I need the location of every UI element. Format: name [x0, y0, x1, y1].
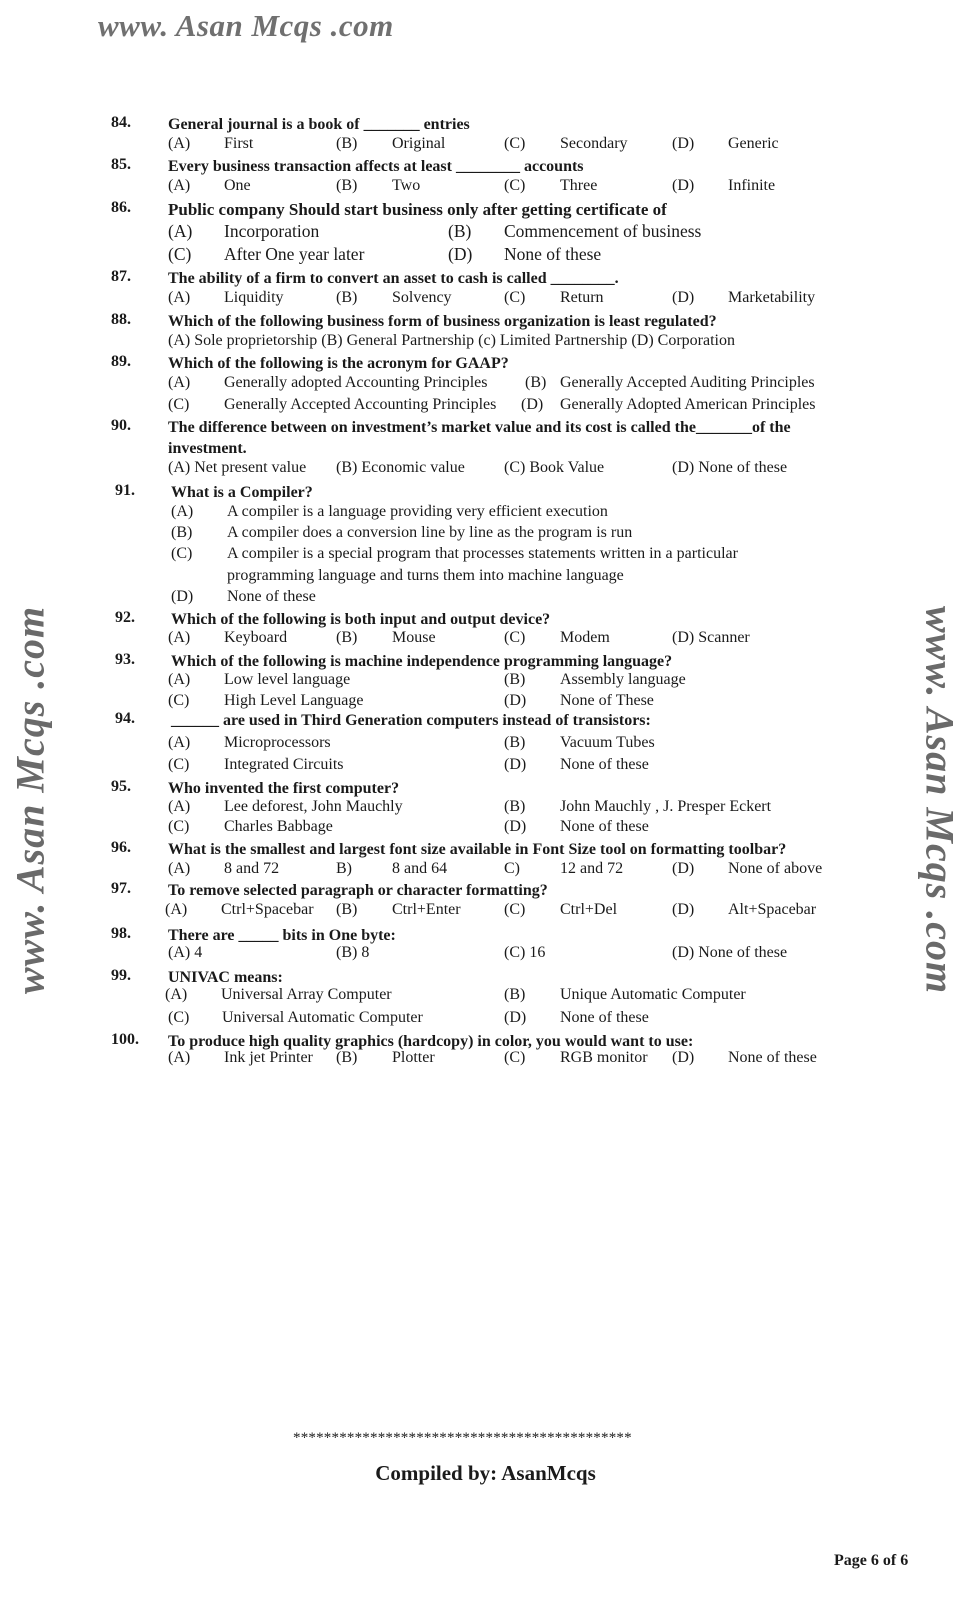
- options-row: [0, 244, 971, 265]
- option-label: (B): [525, 374, 547, 391]
- option-text: Three: [560, 177, 598, 194]
- option-label: (B): [504, 671, 526, 688]
- option-text: Two: [392, 177, 421, 194]
- option-label: B): [336, 860, 352, 877]
- option-row: [0, 588, 971, 609]
- option-text: Mouse: [392, 629, 436, 646]
- option-text: Ctrl+Del: [560, 901, 618, 918]
- option-text: (C) Book Value: [504, 459, 605, 476]
- question-text: What is the smallest and largest font size available in Font Size tool on formatting toolbar?: [168, 841, 787, 858]
- options-row: [0, 671, 971, 692]
- question-number: 100.: [111, 1031, 139, 1048]
- option-text: After One year later: [224, 244, 365, 264]
- option-label: (C): [168, 756, 190, 773]
- option-text: Lee deforest, John Mauchly: [224, 798, 403, 815]
- option-label: (B): [504, 986, 526, 1003]
- option-text: 8 and 72: [224, 860, 280, 877]
- option-label: (B): [504, 734, 526, 751]
- option-text: Infinite: [728, 177, 776, 194]
- option-text: Universal Array Computer: [221, 986, 392, 1003]
- option-label: (A): [171, 503, 194, 520]
- option-label: (D): [521, 396, 544, 413]
- option-text: None of these: [560, 756, 649, 773]
- question-text: The ability of a firm to convert an asset to cash is called ________.: [168, 270, 619, 287]
- options-row: [0, 396, 971, 417]
- option-text: (A) 4: [168, 944, 203, 961]
- question-number: 95.: [111, 778, 131, 795]
- option-text: Generally Accepted Accounting Principles: [224, 396, 497, 413]
- option-text: Solvency: [392, 289, 452, 306]
- option-label: (D): [504, 692, 527, 709]
- option-label: (C): [504, 135, 526, 152]
- option-row: [0, 545, 971, 566]
- option-text: Liquidity: [224, 289, 284, 306]
- option-label: (D): [672, 289, 695, 306]
- option-label: (A): [168, 135, 191, 152]
- option-label: (A): [168, 629, 191, 646]
- option-text: Plotter: [392, 1049, 435, 1066]
- option-text: None of these: [560, 1009, 649, 1026]
- option-text: Assembly language: [560, 671, 686, 688]
- question-text: ______ are used in Third Generation computers instead of transistors:: [171, 712, 651, 729]
- option-text: (D) Scanner: [672, 629, 750, 646]
- option-label: (D): [672, 177, 695, 194]
- option-row: [0, 524, 971, 545]
- option-label: (D): [672, 135, 695, 152]
- option-text: Original: [392, 135, 446, 152]
- options-row: [0, 374, 971, 395]
- option-text: Ctrl+Enter: [392, 901, 461, 918]
- option-label: (B): [336, 1049, 358, 1066]
- option-text: Charles Babbage: [224, 818, 333, 835]
- question-text: The difference between on investment’s market value and its cost is called the_______of the investment.: [168, 419, 791, 457]
- options-row: [0, 734, 971, 755]
- option-label: (A): [168, 1049, 191, 1066]
- option-label: (B): [448, 221, 472, 241]
- option-label: (B): [336, 289, 358, 306]
- options-row: [0, 860, 971, 881]
- options-row: [0, 289, 971, 310]
- option-text: Alt+Spacebar: [728, 901, 817, 918]
- question-number: 93.: [115, 651, 135, 668]
- option-text: A compiler is a special program that processes statements written in a particular: [227, 545, 738, 562]
- option-label: C): [504, 860, 520, 877]
- option-text: Generic: [728, 135, 779, 152]
- watermark-top: www. Asan Mcqs .com: [98, 8, 394, 43]
- watermark-right: www. Asan Mcqs .com: [917, 605, 963, 995]
- option-text: Return: [560, 289, 604, 306]
- option-text: (D) None of these: [672, 944, 788, 961]
- options-row: [0, 459, 971, 480]
- option-text: A compiler does a conversion line by line as the program is run: [227, 524, 633, 541]
- question-text: UNIVAC means:: [168, 969, 283, 986]
- question-text: General journal is a book of _______ entries: [168, 116, 470, 133]
- option-label: (A): [168, 177, 191, 194]
- option-text: None of these: [504, 244, 602, 264]
- question-number: 87.: [111, 268, 131, 285]
- options-row: [0, 944, 971, 965]
- option-label: (C): [504, 289, 526, 306]
- option-text: Generally Adopted American Principles: [560, 396, 816, 413]
- options-row: [0, 986, 971, 1007]
- option-label: (D): [448, 244, 473, 264]
- option-label: (C): [171, 545, 193, 562]
- option-label: (B): [336, 901, 358, 918]
- option-label: (A): [168, 734, 191, 751]
- option-label: (B): [336, 629, 358, 646]
- separator-stars: ********************************************: [293, 1430, 632, 1446]
- question-text: Which of the following is both input and output device?: [171, 611, 551, 628]
- question-number: 88.: [111, 311, 131, 328]
- question-number: 85.: [111, 156, 131, 173]
- question-number: 91.: [115, 482, 135, 499]
- option-label: (D): [672, 1049, 695, 1066]
- option-label: (A): [168, 289, 191, 306]
- option-text: First: [224, 135, 254, 152]
- question-text: What is a Compiler?: [171, 484, 313, 501]
- question-number: 98.: [111, 925, 131, 942]
- option-text: 8 and 64: [392, 860, 448, 877]
- option-text: None of these: [728, 1049, 817, 1066]
- option-label: (B): [504, 798, 526, 815]
- option-label: (C): [504, 1049, 526, 1066]
- option-label: (B): [171, 524, 193, 541]
- option-label: (A): [165, 901, 188, 918]
- option-text: (B) Economic value: [336, 459, 465, 476]
- option-label: (C): [504, 901, 526, 918]
- option-line: (A) Sole proprietorship (B) General Partnership (c) Limited Partnership (D) Corporation: [168, 332, 735, 349]
- option-label: (C): [504, 629, 526, 646]
- option-text: Generally adopted Accounting Principles: [224, 374, 488, 391]
- option-label: (C): [168, 692, 190, 709]
- question-text: Public company Should start business only after getting certificate of: [168, 200, 667, 219]
- options-row: [0, 756, 971, 777]
- option-row: [0, 567, 971, 588]
- option-text: Ink jet Printer: [224, 1049, 313, 1066]
- option-text: Universal Automatic Computer: [222, 1009, 423, 1026]
- option-text: Low level language: [224, 671, 351, 688]
- option-label: (A): [168, 374, 191, 391]
- option-text: Unique Automatic Computer: [560, 986, 746, 1003]
- option-label: (D): [504, 756, 527, 773]
- question-text: Which of the following is the acronym for GAAP?: [168, 355, 509, 372]
- option-text: A compiler is a language providing very efficient execution: [227, 503, 608, 520]
- option-text: John Mauchly , J. Presper Eckert: [560, 798, 772, 815]
- question-number: 92.: [115, 609, 135, 626]
- options-row: [0, 1009, 971, 1030]
- option-label: (A): [168, 671, 191, 688]
- question-text: Who invented the first computer?: [168, 780, 400, 797]
- question-number: 84.: [111, 114, 131, 131]
- option-text: (C) 16: [504, 944, 546, 961]
- option-label: (D): [672, 860, 695, 877]
- option-text: Vacuum Tubes: [560, 734, 655, 751]
- option-label: (C): [504, 177, 526, 194]
- question-number: 90.: [111, 417, 131, 434]
- question-text: Which of the following business form of business organization is least regulated?: [168, 313, 717, 330]
- question-number: 97.: [111, 880, 131, 897]
- option-label: (C): [168, 1009, 190, 1026]
- option-text: RGB monitor: [560, 1049, 648, 1066]
- question-number: 94.: [115, 710, 135, 727]
- options-row: [0, 798, 971, 819]
- options-row: [0, 1049, 971, 1070]
- option-text: One: [224, 177, 251, 194]
- option-text: High Level Language: [224, 692, 364, 709]
- option-text: Secondary: [560, 135, 628, 152]
- options-row: [0, 818, 971, 839]
- question-text: Every business transaction affects at least ________ accounts: [168, 158, 584, 175]
- options-row: [0, 901, 971, 922]
- option-text: (A) Net present value: [168, 459, 307, 476]
- question-number: 89.: [111, 353, 131, 370]
- question-number: 96.: [111, 839, 131, 856]
- question-number: 99.: [111, 967, 131, 984]
- option-label: (A): [168, 798, 191, 815]
- question-number: 86.: [111, 199, 131, 216]
- option-text: (D) None of these: [672, 459, 788, 476]
- option-text: Commencement of business: [504, 221, 702, 241]
- option-label: (D): [171, 588, 194, 605]
- option-text: None of above: [728, 860, 823, 877]
- options-row: [0, 629, 971, 650]
- option-text: None of These: [560, 692, 654, 709]
- option-label: (D): [504, 818, 527, 835]
- option-text: None of these: [227, 588, 316, 605]
- option-text: Marketability: [728, 289, 816, 306]
- options-row: [0, 135, 971, 156]
- option-text: Generally Accepted Auditing Principles: [560, 374, 815, 391]
- option-text: Microprocessors: [224, 734, 331, 751]
- option-text: Integrated Circuits: [224, 756, 344, 773]
- options-row: [0, 332, 971, 353]
- option-label: (D): [672, 901, 695, 918]
- question-text: There are _____ bits in One byte:: [168, 927, 396, 944]
- options-row: [0, 177, 971, 198]
- option-label: (A): [165, 986, 188, 1003]
- option-row: [0, 503, 971, 524]
- watermark-left: www. Asan Mcqs .com: [7, 605, 53, 995]
- option-label: (C): [168, 244, 192, 264]
- option-label: (D): [504, 1009, 527, 1026]
- option-text: 12 and 72: [560, 860, 624, 877]
- option-text: None of these: [560, 818, 649, 835]
- option-label: (C): [168, 396, 190, 413]
- compiled-by: Compiled by: AsanMcqs: [375, 1461, 596, 1485]
- page-number: Page 6 of 6: [834, 1552, 909, 1569]
- option-label: (A): [168, 860, 191, 877]
- option-label: (B): [336, 177, 358, 194]
- option-label: (A): [168, 221, 193, 241]
- question-text: Which of the following is machine independence programming language?: [171, 653, 673, 670]
- option-text: Incorporation: [224, 221, 320, 241]
- option-label: (C): [168, 818, 190, 835]
- option-text: Keyboard: [224, 629, 288, 646]
- option-text: (B) 8: [336, 944, 370, 961]
- question-text: To remove selected paragraph or character formatting?: [168, 882, 548, 899]
- option-label: (B): [336, 135, 358, 152]
- option-text: Ctrl+Spacebar: [221, 901, 314, 918]
- option-text: programming language and turns them into machine language: [227, 567, 624, 584]
- option-text: Modem: [560, 629, 610, 646]
- question-text: To produce high quality graphics (hardcopy) in color, you would want to use:: [168, 1033, 694, 1050]
- options-row: [0, 221, 971, 242]
